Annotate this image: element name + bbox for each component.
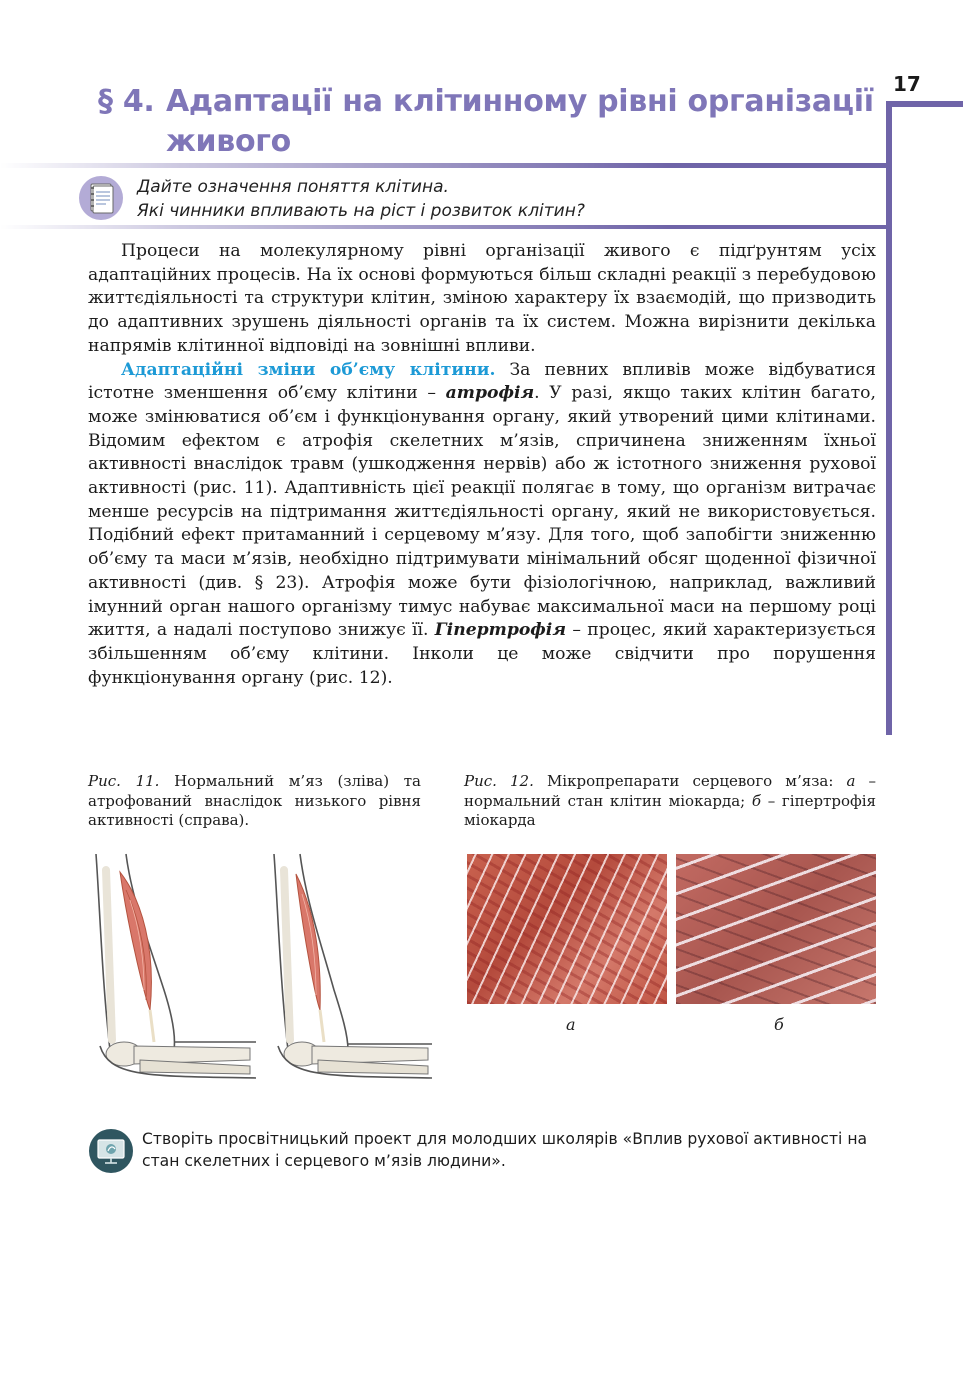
- section-number: § 4.: [98, 84, 155, 119]
- figure-11-caption-text: Нормальний м’яз (зліва) та атрофований внаслідок низького рівня активності (справа).: [88, 772, 421, 829]
- project-task-text: Створіть просвітницький проект для молодших школярів «Вплив рухової активності на стан скелетних і серцевого м’язів людини».: [142, 1130, 868, 1170]
- presentation-screen-icon: [89, 1129, 133, 1173]
- question-band-top: [0, 163, 892, 168]
- paragraph-2: [88, 359, 876, 691]
- paragraph-2-text-b: . У разі, якщо таких клітин багато, може змінюватися об’єм і функціонування органу, який утворений цими клітинами. Відомим ефектом є атрофія скелетних м’язів, спричинена зниженням їхньої активності внаслідок травм (ушкодження нервів) або ж істотного зниження рухової активності (рис. 11). Адаптивність цієї реакції полягає в тому, що організм витрачає менше ресурсів на підтримання життєдіяльності органу, який не використовується. Подібний ефект притаманний і серцевому м’язу. Для того, щоб запобігти зниженню об’єму та маси м’язів, необхідно підтримувати мінімальний обсяг щоденної фізичної активності (див. § 23). Атрофія може бути фізіологічною, наприклад, важливий імунний орган нашого організму тимус набуває максимальної маси на першому році життя, а надалі поступово знижує її.: [88, 383, 876, 641]
- micrograph-label-a: а: [566, 1015, 576, 1034]
- page-frame-top-bar: [886, 101, 963, 107]
- term-atrophy: атрофія: [445, 383, 535, 404]
- questions-text: [137, 175, 585, 223]
- question-line-1: Дайте означення поняття клітина.: [137, 177, 449, 197]
- page-frame-side-bar: [886, 101, 892, 735]
- body-text: [88, 240, 876, 690]
- figure-12-caption-c: – гіпертрофія міокарда: [464, 791, 876, 829]
- page-number: 17: [893, 72, 921, 96]
- paragraph-2-text-a: За певних впливів може відбуватися істотне зменшення об’єму клітини –: [88, 359, 877, 404]
- figure-12-caption-a: Мікропрепарати серцевого м’яза:: [533, 772, 847, 790]
- arm-normal-muscle-illustration: [90, 850, 270, 1080]
- section-title-line1: Адаптації на клітинному рівні організації: [166, 84, 874, 119]
- figure-11-caption: [88, 772, 421, 831]
- paragraph-2-heading: Адаптаційні зміни об’єму клітини.: [121, 359, 496, 380]
- figure-12-caption-b: – нормальний стан клітин міокарда;: [464, 772, 876, 810]
- figure-11-label: Рис. 11.: [88, 772, 160, 790]
- notebook-icon: [79, 176, 123, 220]
- micrograph-label-b: б: [774, 1015, 784, 1034]
- micrograph-hypertrophied-myocardium: [676, 854, 876, 1004]
- paragraph-1: Процеси на молекулярному рівні організації живого є підґрунтям усіх адаптаційних процесів. На їх основі формуються більш складні реакції з перебудовою життєдіяльності та структури клітин, зміною характеру їх взаємодій, що призводить до адаптивних зрушень діяльності органів та їх систем. Можна вирізнити декілька напрямів клітинної відповіді на зовнішні впливи.: [88, 241, 876, 356]
- question-band-bottom: [0, 225, 892, 229]
- figure-12-letter-b: б: [751, 791, 762, 810]
- arm-atrophied-muscle-illustration: [268, 850, 448, 1080]
- section-title: [98, 82, 888, 162]
- term-hypertrophy: Гіпертрофія: [434, 620, 567, 641]
- figure-12-label: Рис. 12.: [464, 772, 534, 790]
- section-title-line2: живого: [166, 124, 291, 159]
- figure-12-caption: [464, 772, 876, 831]
- question-line-2: Які чинники впливають на ріст і розвиток клітин?: [137, 201, 585, 221]
- figure-12-letter-a: а: [846, 772, 856, 790]
- paragraph-2-text-c: – процес, який характеризується збільшенням об’єму клітини. Інколи це може свідчити про порушення функціонування органу (рис. 12).: [88, 620, 876, 688]
- micrograph-normal-myocardium: [467, 854, 667, 1004]
